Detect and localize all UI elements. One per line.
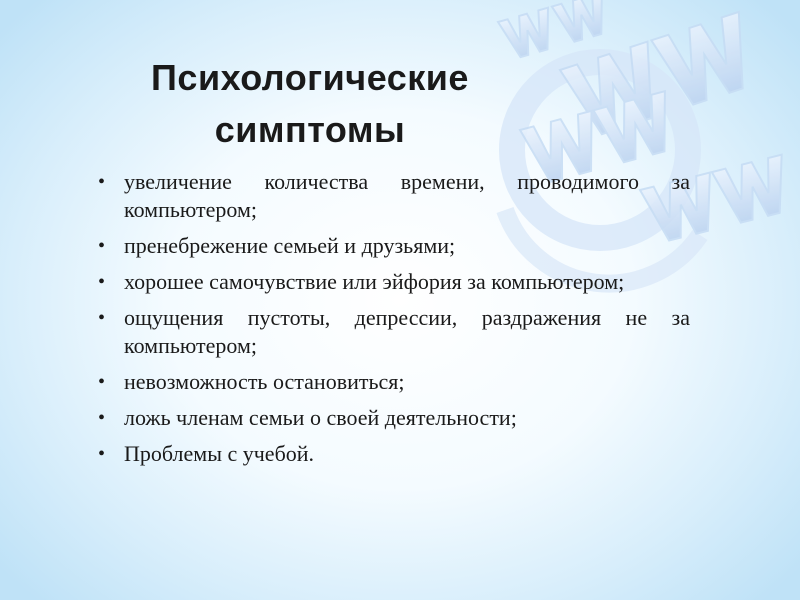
bullet-icon: • [98,307,106,329]
title-line-1: Психологические [151,57,469,98]
bullet-icon: • [98,371,106,393]
list-item-text: пренебрежение семьей и друзьями; [124,233,456,258]
list-item-text: ложь членам семьи о своей деятельности; [124,405,517,430]
bullet-icon: • [98,235,106,257]
list-item-text: невозможность остановиться; [124,369,405,394]
bullet-icon: • [98,407,106,429]
bullet-icon: • [98,271,106,293]
list-item [96,304,690,360]
list-item-text: увеличение количества времени, проводимого за компьютером; [124,169,690,222]
list-item [96,168,690,224]
bullet-icon: • [98,171,106,193]
bullet-icon: • [98,443,106,465]
list-item-text: хорошее самочувствие или эйфория за компьютером; [124,269,625,294]
list-item [96,440,690,468]
slide-title [100,52,520,156]
list-item-text: Проблемы с учебой. [124,441,315,466]
list-item-text: ощущения пустоты, депрессии, раздражения не за компьютером; [124,305,690,358]
symptom-list [96,168,690,476]
list-item [96,404,690,432]
list-item [96,232,690,260]
title-line-2: симптомы [214,109,406,150]
list-item [96,368,690,396]
list-item [96,268,690,296]
